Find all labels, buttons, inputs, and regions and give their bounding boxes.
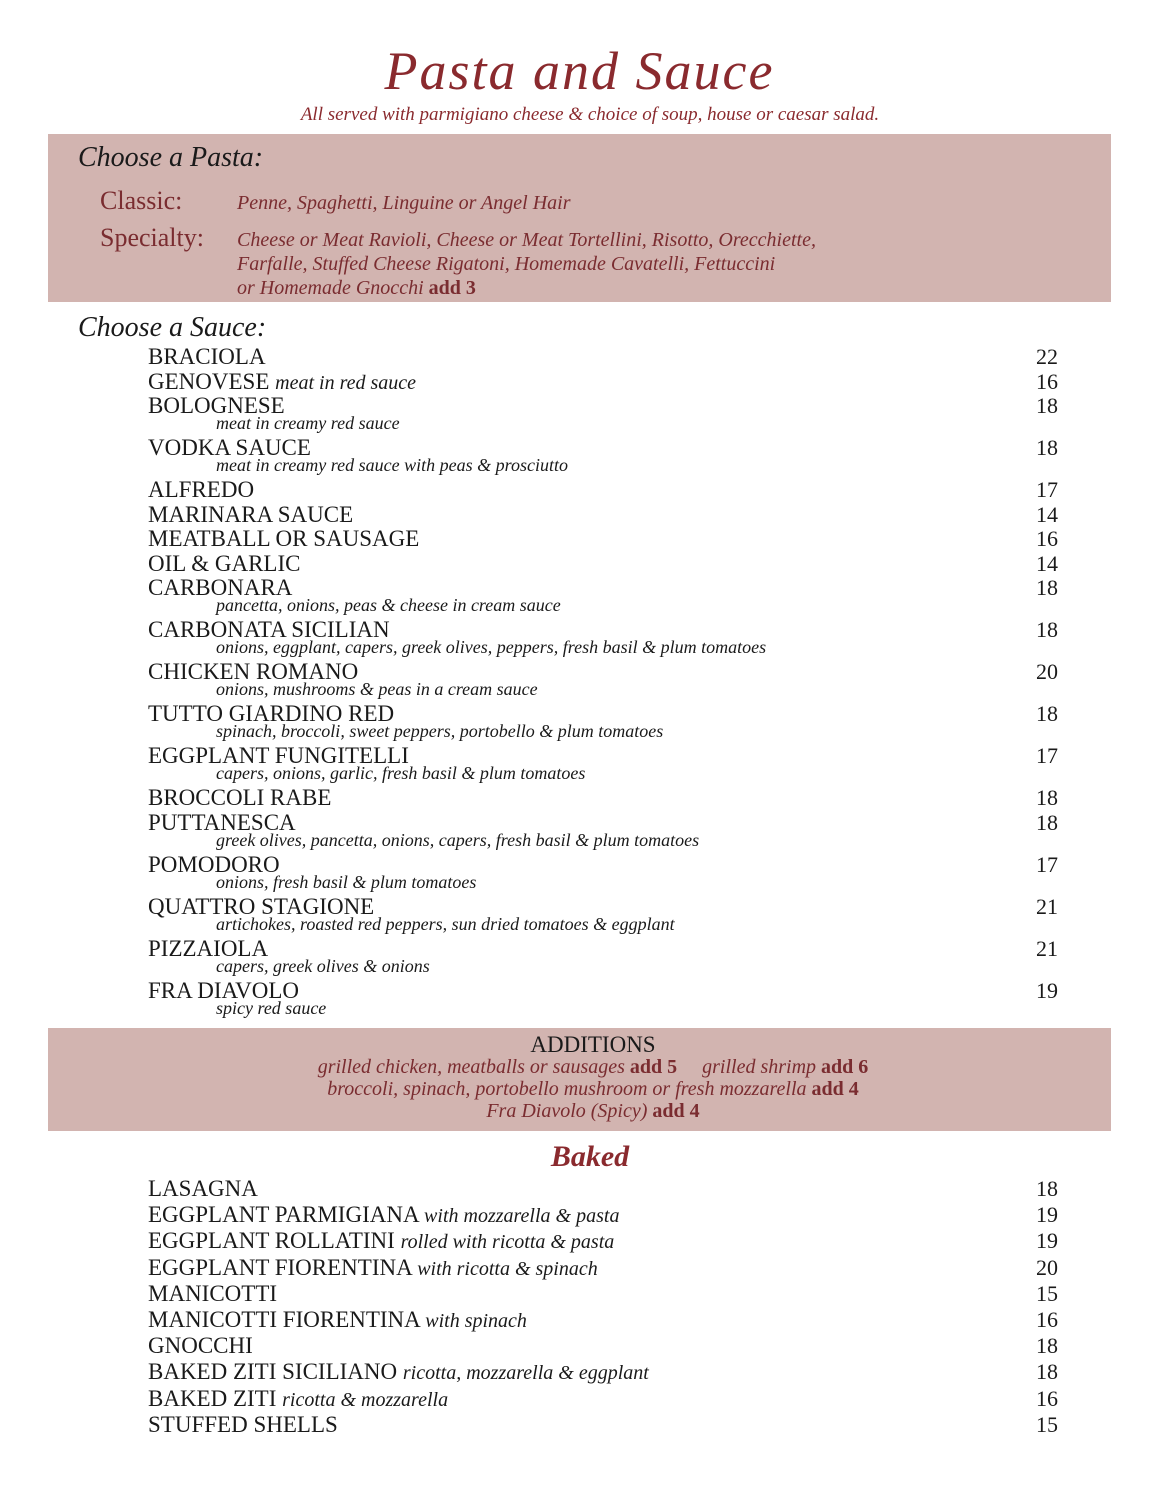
sauce-item [148,477,1058,503]
sauce-item-name [148,344,266,370]
baked-item [148,1386,1058,1412]
baked-item-name [148,1333,253,1359]
sauce-item-price: 18 [1036,809,1058,835]
specialty-label: Specialty: [100,223,204,252]
sauce-item-desc: capers, onions, garlic, fresh basil & plum tomatoes [216,763,586,783]
sauce-item-title: ALFREDO [148,477,255,502]
sauce-item-price: 17 [1036,743,1058,768]
additions-line-1-text-2: grilled shrimp [702,1056,817,1078]
baked-item-price: 15 [1036,1411,1058,1437]
sauce-item-title: TUTTO GIARDINO RED [148,701,395,726]
additions-line-2 [48,1078,1138,1101]
baked-item-inline-desc: ricotta, mozzarella & eggplant [402,1362,649,1385]
baked-item-name [148,1307,527,1334]
sauce-item-price: 18 [1036,393,1058,418]
sauce-item [148,344,1058,370]
sauce-item-title: MEATBALL OR SAUSAGE [148,526,420,551]
sauce-item-price: 18 [1036,617,1058,642]
specialty-line-2: Farfalle, Stuffed Cheese Rigatoni, Homemade Cavatelli, Fettuccini [237,253,776,275]
sauce-item-desc: spinach, broccoli, sweet peppers, portobello & plum tomatoes [216,721,664,741]
sauce-item-price: 14 [1036,501,1058,527]
additions-line-3 [48,1100,1138,1123]
baked-item [148,1281,1058,1307]
specialty-add-price: add 3 [428,277,476,299]
sauce-item-name [148,551,300,577]
additions-line-1 [48,1056,1138,1079]
baked-item-title: EGGPLANT PARMIGIANA [148,1202,419,1228]
specialty-line-1: Cheese or Meat Ravioli, Cheese or Meat Tortellini, Risotto, Orecchiette, [237,229,816,251]
sauce-item [148,785,1058,811]
additions-line-2-price: add 4 [811,1078,859,1100]
classic-text: Penne, Spaghetti, Linguine or Angel Hair [237,192,571,214]
sauce-item-name [148,477,254,503]
sauce-item-title: FRA DIAVOLO [148,977,300,1003]
sauce-item-title: BROCCOLI RABE [148,785,332,810]
baked-item-inline-desc: with spinach [425,1310,527,1332]
additions-line-1-text: grilled chicken, meatballs or sausages [317,1056,625,1078]
baked-item-name [148,1412,338,1438]
sauce-item-price: 18 [1036,785,1058,810]
sauce-item-title: PIZZAIOLA [148,935,269,961]
sauce-item-title: BRACIOLA [148,344,266,369]
baked-item-title: MANICOTTI [148,1280,278,1306]
sauce-item-price: 17 [1036,851,1058,877]
baked-item [148,1412,1058,1438]
baked-item-name [148,1228,614,1255]
sauce-item-title: EGGPLANT FUNGITELLI [148,743,409,768]
page-title: Pasta and Sauce [384,41,775,101]
sauce-item-desc: capers, greek olives & onions [216,955,430,976]
sauce-item-price: 18 [1036,435,1058,460]
sauce-item-name [148,502,353,528]
baked-item-inline-desc: ricotta & mozzarella [282,1388,449,1411]
additions-heading: ADDITIONS [530,1032,656,1057]
sauce-item-desc: pancetta, onions, peas & cheese in cream sauce [216,595,561,615]
sauce-item-price: 22 [1036,344,1058,369]
sauce-item-desc: artichokes, roasted red peppers, sun dried tomatoes & eggplant [216,913,675,934]
sauce-item-desc: onions, fresh basil & plum tomatoes [216,871,477,892]
sauce-item-title: CARBONARA [148,575,293,600]
baked-item-title: BAKED ZITI [148,1385,277,1411]
baked-item-title: EGGPLANT FIORENTINA [148,1254,412,1280]
sauce-item-price: 17 [1036,477,1058,502]
baked-item [148,1202,1058,1228]
sauce-item-price: 19 [1036,977,1058,1003]
baked-item-inline-desc: with mozzarella & pasta [424,1205,620,1228]
baked-item [148,1333,1058,1359]
baked-item-price: 18 [1036,1333,1058,1359]
baked-item-name [148,1359,649,1386]
sauce-item-desc: meat in creamy red sauce [216,413,400,433]
baked-item [148,1176,1058,1202]
sauce-item-desc: onions, eggplant, capers, greek olives, peppers, fresh basil & plum tomatoes [216,637,767,657]
baked-item-price: 20 [1036,1254,1058,1280]
sauce-item-price: 21 [1036,935,1058,961]
sauce-item-name [148,785,331,811]
sauce-item-title: VODKA SAUCE [148,435,311,460]
baked-item-inline-desc: with ricotta & spinach [417,1257,598,1280]
baked-item-title: BAKED ZITI SICILIANO [148,1359,398,1385]
sauce-heading: Choose a Sauce: [78,312,267,343]
additions-line-1-price: add 5 [629,1056,678,1078]
sauce-item-desc: spicy red sauce [216,997,327,1018]
baked-item [148,1228,1058,1254]
baked-item-name [148,1386,448,1413]
baked-item-price: 19 [1036,1228,1058,1254]
sauce-item-title: CARBONATA SICILIAN [148,617,390,642]
sauce-item-price: 16 [1036,526,1058,551]
page-subtitle: All served with parmigiano cheese & choice of soup, house or caesar salad. [300,104,880,125]
sauce-item [148,551,1058,577]
baked-heading: Baked [550,1140,630,1173]
sauce-item-title: PUTTANESCA [148,809,296,835]
baked-item [148,1359,1058,1385]
baked-item-title: EGGPLANT ROLLATINI [148,1228,395,1254]
specialty-text [237,228,816,300]
sauce-item-price: 18 [1036,575,1058,600]
sauce-item [148,502,1058,528]
baked-item [148,1255,1058,1281]
additions-line-1-price-2: add 6 [821,1056,869,1078]
additions-line-2-text: broccoli, spinach, portobello mushroom or fresh mozzarella [327,1078,807,1100]
sauce-item-title: OIL & GARLIC [148,550,301,576]
baked-item-name [148,1255,598,1282]
baked-item-title: STUFFED SHELLS [148,1411,338,1437]
sauce-item-name [148,369,416,396]
baked-item-name [148,1281,277,1307]
sauce-item-title: QUATTRO STAGIONE [148,893,375,919]
baked-item-name [148,1176,258,1202]
sauce-item-title: GENOVESE [148,368,270,394]
sauce-item-price: 16 [1036,368,1058,394]
sauce-item-price: 20 [1036,659,1058,684]
baked-item-price: 18 [1036,1176,1058,1201]
baked-item-price: 16 [1036,1385,1058,1411]
specialty-line-3 [237,276,816,300]
sauce-item-title: BOLOGNESE [148,393,285,418]
baked-item-title: GNOCCHI [148,1333,253,1359]
sauce-item-inline-desc: meat in red sauce [275,371,417,394]
sauce-item-name [148,526,419,552]
sauce-item-desc: greek olives, pancetta, onions, capers, fresh basil & plum tomatoes [216,829,700,850]
sauce-item-desc: onions, mushrooms & peas in a cream sauce [216,679,538,699]
specialty-line-3-text: or Homemade Gnocchi [237,277,424,299]
sauce-item-desc: meat in creamy red sauce with peas & prosciutto [216,455,568,475]
baked-item-price: 18 [1036,1359,1058,1385]
classic-label: Classic: [100,186,183,215]
sauce-item-title: CHICKEN ROMANO [148,659,359,684]
baked-item-inline-desc: rolled with ricotta & pasta [400,1231,615,1254]
sauce-item [148,526,1058,552]
pasta-heading: Choose a Pasta: [78,142,264,173]
sauce-item-title: POMODORO [148,851,280,877]
sauce-item-price: 18 [1036,701,1058,726]
sauce-item-price: 14 [1036,550,1058,576]
sauce-item [148,369,1058,395]
baked-item-price: 15 [1036,1280,1058,1306]
sauce-item-price: 21 [1036,893,1058,919]
baked-item-title: MANICOTTI FIORENTINA [148,1307,420,1332]
baked-item [148,1307,1058,1333]
sauce-item-title: MARINARA SAUCE [148,501,354,527]
baked-item-title: LASAGNA [148,1176,258,1201]
additions-line-3-price: add 4 [652,1100,700,1122]
baked-item-price: 16 [1036,1307,1058,1332]
additions-line-3-text: Fra Diavolo (Spicy) [486,1100,648,1122]
baked-item-name [148,1202,619,1229]
baked-item-price: 19 [1036,1202,1058,1228]
